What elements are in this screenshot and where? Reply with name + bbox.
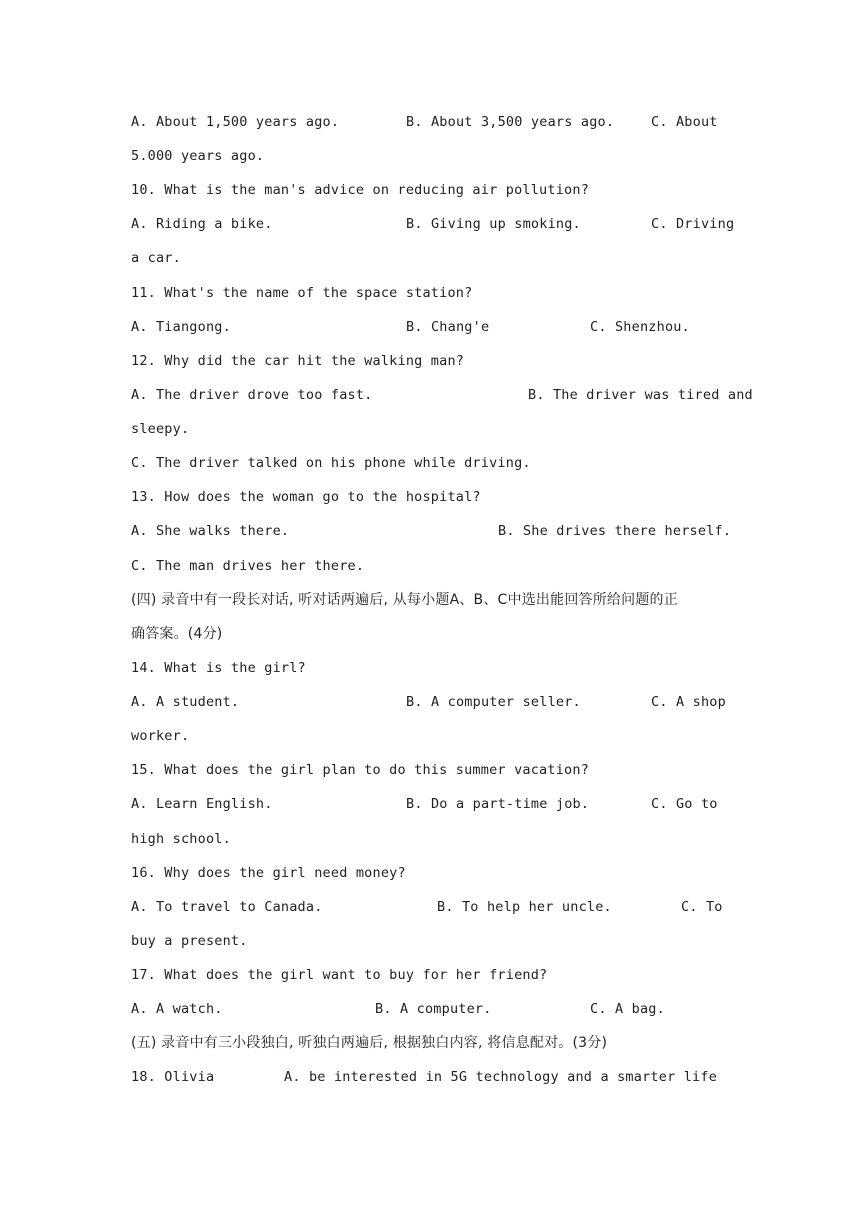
q15-option-a: A. Learn English. <box>131 796 273 812</box>
q12-option-c: C. The driver talked on his phone while driving. <box>131 455 531 471</box>
q12-option-a: A. The driver drove too fast. <box>131 387 373 403</box>
q15-option-b: B. Do a part-time job. <box>406 796 590 812</box>
q15-question: 15. What does the girl plan to do this summer vacation? <box>131 762 590 778</box>
q12-question: 12. Why did the car hit the walking man? <box>131 353 465 369</box>
q16-option-b: B. To help her uncle. <box>437 899 612 915</box>
q14-question: 14. What is the girl? <box>131 660 306 676</box>
q9-option-c-continued: 5.000 years ago. <box>131 148 265 164</box>
q11-option-a: A. Tiangong. <box>131 319 231 335</box>
q11-option-b: B. Chang'e <box>406 319 490 335</box>
section4-instruction-line2: 确答案。(4分) <box>131 626 223 642</box>
q10-option-b: B. Giving up smoking. <box>406 216 581 232</box>
q11-option-c: C. Shenzhou. <box>590 319 690 335</box>
q14-option-c: C. A shop <box>651 694 726 710</box>
q15-option-c-continued: high school. <box>131 831 231 847</box>
q15-option-c: C. Go to <box>651 796 718 812</box>
q14-option-a: A. A student. <box>131 694 240 710</box>
q14-option-c-continued: worker. <box>131 728 190 744</box>
section4-instruction-line1: (四) 录音中有一段长对话, 听对话两遍后, 从每小题A、B、C中选出能回答所给问题的正 <box>131 592 678 608</box>
q9-option-a: A. About 1,500 years ago. <box>131 114 340 130</box>
q17-option-a: A. A watch. <box>131 1001 223 1017</box>
q13-question: 13. How does the woman go to the hospital? <box>131 489 481 505</box>
q13-option-b: B. She drives there herself. <box>498 523 732 539</box>
q10-option-c-continued: a car. <box>131 250 181 266</box>
q16-option-c: C. To <box>681 899 723 915</box>
q13-option-a: A. She walks there. <box>131 523 290 539</box>
q17-question: 17. What does the girl want to buy for her friend? <box>131 967 548 983</box>
q16-question: 16. Why does the girl need money? <box>131 865 406 881</box>
q10-option-a: A. Riding a bike. <box>131 216 273 232</box>
q10-question: 10. What is the man's advice on reducing air pollution? <box>131 182 590 198</box>
q11-question: 11. What's the name of the space station? <box>131 285 473 301</box>
q14-option-b: B. A computer seller. <box>406 694 581 710</box>
q12-option-b-continued: sleepy. <box>131 421 190 437</box>
q13-option-c: C. The man drives her there. <box>131 558 365 574</box>
q16-option-a: A. To travel to Canada. <box>131 899 323 915</box>
q18-name: 18. Olivia <box>131 1069 215 1085</box>
section5-instruction: (五) 录音中有三小段独白, 听独白两遍后, 根据独白内容, 将信息配对。(3分) <box>131 1035 608 1051</box>
q18-option-a: A. be interested in 5G technology and a smarter life <box>284 1069 718 1085</box>
q17-option-b: B. A computer. <box>375 1001 492 1017</box>
q9-option-b: B. About 3,500 years ago. <box>406 114 615 130</box>
q12-option-b: B. The driver was tired and <box>528 387 753 403</box>
q16-option-c-continued: buy a present. <box>131 933 248 949</box>
q10-option-c: C. Driving <box>651 216 735 232</box>
q17-option-c: C. A bag. <box>590 1001 665 1017</box>
q9-option-c: C. About <box>651 114 718 130</box>
